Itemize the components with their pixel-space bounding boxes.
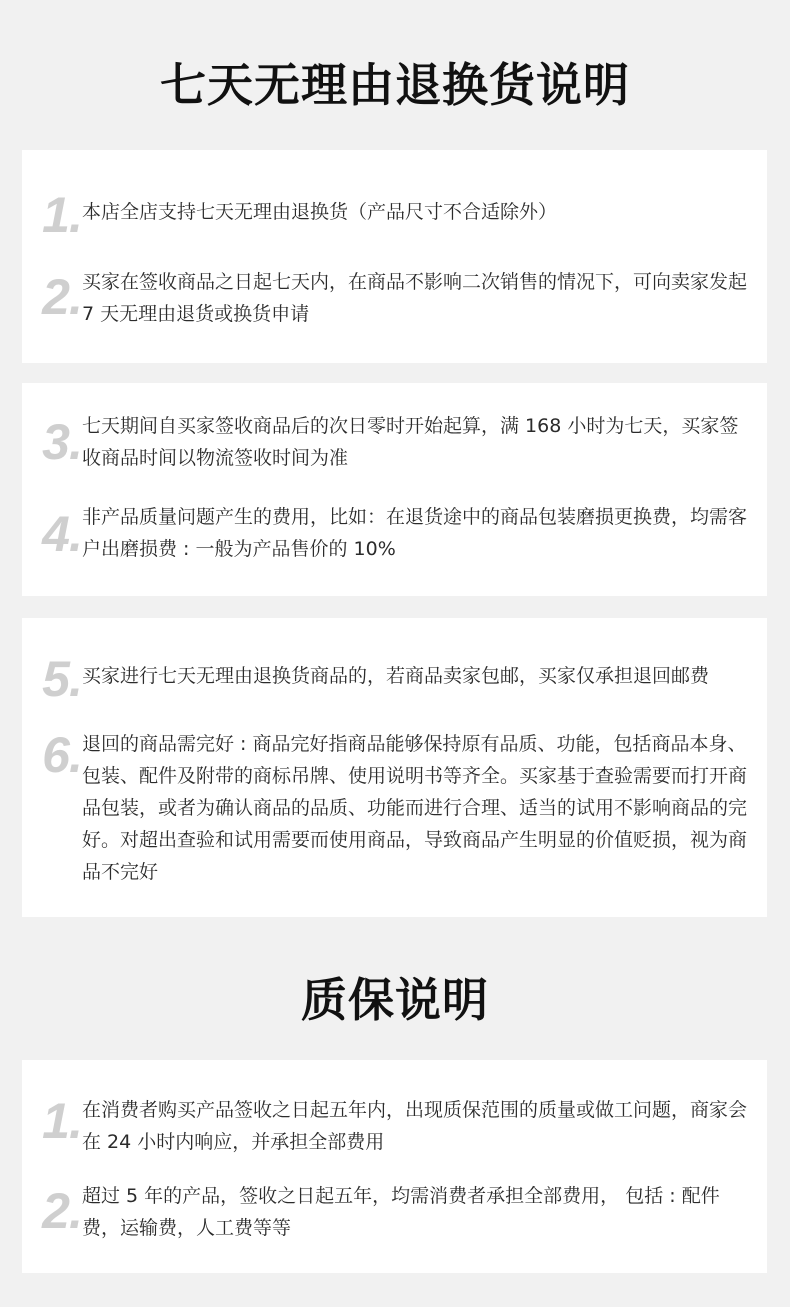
item-number: 6. [42, 727, 82, 783]
item-number: 2. [42, 1183, 82, 1239]
item-text: 七天期间自买家签收商品后的次日零时开始起算，满 168 小时为七天，买家签收商品时间以物流签收时间为准 [82, 415, 739, 469]
item-text: 本店全店支持七天无理由退换货（产品尺寸不合适除外） [82, 201, 558, 223]
warranty-title: 质保说明 [301, 973, 489, 1027]
item-text: 买家进行七天无理由退换货商品的，若商品卖家包邮，买家仅承担退回邮费 [82, 665, 710, 687]
return-policy-card-1 [22, 150, 767, 363]
warranty-card [22, 1060, 767, 1273]
return-policy-card-2 [22, 383, 767, 596]
item-number: 3. [42, 414, 82, 470]
item-text: 非产品质量问题产生的费用，比如：在退货途中的商品包装磨损更换费，均需客户出磨损费 : 一般为产品售价的 10% [82, 506, 748, 560]
item-number: 1. [42, 187, 82, 243]
item-text: 在消费者购买产品签收之日起五年内，出现质保范围的质量或做工问题，商家会在 24 小时内响应，并承担全部费用 [82, 1099, 748, 1153]
item-number: 2. [42, 269, 82, 325]
item-text: 买家在签收商品之日起七天内，在商品不影响二次销售的情况下，可向卖家发起 7 天无理由退货或换货申请 [82, 271, 748, 325]
item-number: 4. [42, 506, 82, 562]
return-policy-card-3 [22, 618, 767, 917]
item-number: 5. [42, 651, 82, 707]
item-text: 退回的商品需完好 : 商品完好指商品能够保持原有品质、功能，包括商品本身、包装、配件及附带的商标吊牌、使用说明书等齐全。买家基于查验需要而打开商品包装，或者为确认商品的品质、功能而进行合理、适当的试用不影响商品的完好。对超出查验和试用需要而使用商品，导致商品产生明显的价值贬损，视为商品不完好 [82, 733, 748, 883]
item-number: 1. [42, 1093, 82, 1149]
item-text: 超过 5 年的产品，签收之日起五年，均需消费者承担全部费用， 包括 : 配件费，运输费，人工费等等 [82, 1185, 720, 1239]
return-policy-title: 七天无理由退换货说明 [160, 58, 630, 112]
